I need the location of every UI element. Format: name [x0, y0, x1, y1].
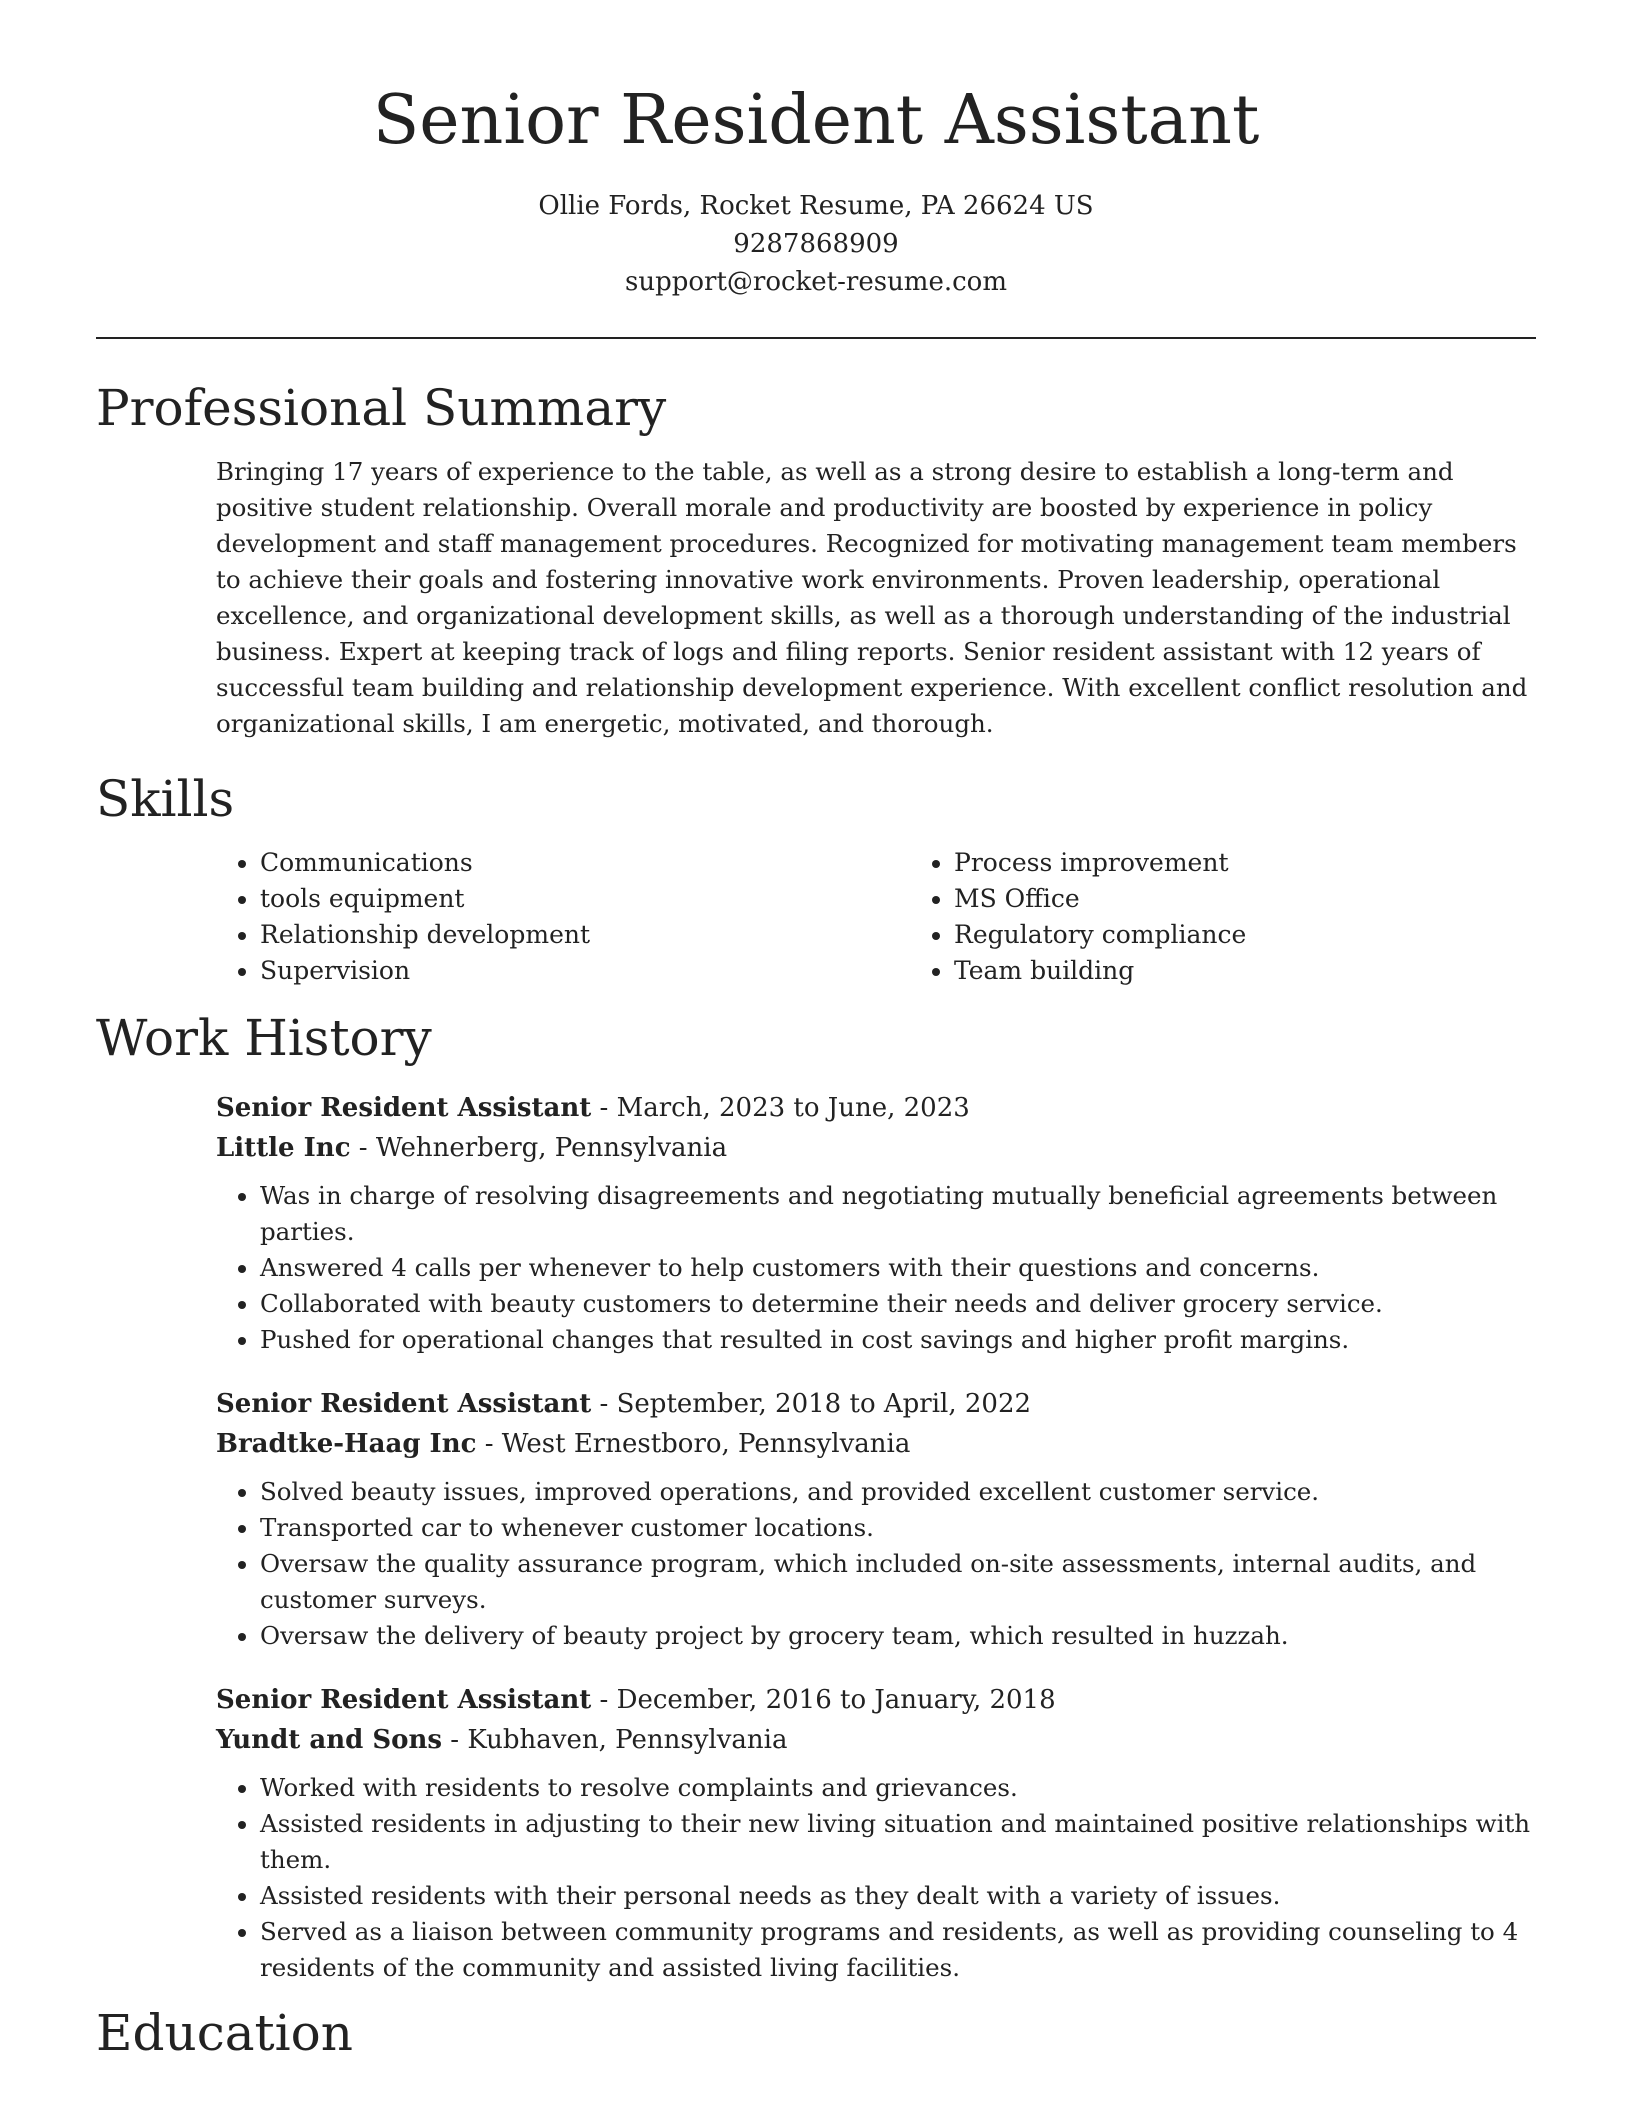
- skills-columns: [216, 845, 1536, 989]
- skill-item: • Regulatory compliance: [954, 917, 1514, 953]
- job-bullets: [216, 1770, 1536, 1986]
- job-bullets: [216, 1474, 1536, 1654]
- job-entry: [216, 1384, 1536, 1654]
- header-divider: [96, 337, 1536, 339]
- skill-item: • Communications: [260, 845, 910, 881]
- job-title: Senior Resident Assistant: [216, 1092, 592, 1123]
- job-company: Little Inc: [216, 1132, 351, 1163]
- job-location: - Wehnerberg, Pennsylvania: [350, 1132, 728, 1163]
- section-heading-education: Education: [96, 2003, 353, 2062]
- job-location: - West Ernestboro, Pennsylvania: [476, 1428, 911, 1459]
- education-section: [96, 2003, 1536, 2062]
- job-company-line: [216, 1424, 1536, 1464]
- work-history-section: [96, 1008, 1536, 1986]
- job-company: Yundt and Sons: [216, 1724, 442, 1755]
- job-bullet: • Oversaw the quality assurance program, which included on-site assessments, internal audits, and customer surveys.: [260, 1546, 1536, 1618]
- job-dates: - September, 2018 to April, 2022: [591, 1388, 1032, 1419]
- contact-block: [96, 187, 1536, 301]
- section-heading-summary: Professional Summary: [96, 378, 667, 437]
- job-bullets: [216, 1178, 1536, 1358]
- job-bullet: • Solved beauty issues, improved operations, and provided excellent customer service.: [260, 1474, 1536, 1510]
- job-bullet: • Oversaw the delivery of beauty project by grocery team, which resulted in huzzah.: [260, 1618, 1536, 1654]
- skill-item: • Relationship development: [260, 917, 910, 953]
- section-heading-skills: Skills: [96, 769, 235, 828]
- contact-email: support@rocket-resume.com: [624, 266, 1007, 297]
- job-title-line: [216, 1680, 1536, 1720]
- job-entry: [216, 1088, 1536, 1358]
- job-entry: [216, 1680, 1536, 1986]
- job-bullet: • Pushed for operational changes that resulted in cost savings and higher profit margins.: [260, 1322, 1536, 1358]
- contact-phone: 9287868909: [733, 228, 899, 259]
- skills-section: [96, 769, 1536, 989]
- skill-item: • Process improvement: [954, 845, 1514, 881]
- job-title-line: [216, 1384, 1536, 1424]
- job-bullet: • Answered 4 calls per whenever to help customers with their questions and concerns.: [260, 1250, 1536, 1286]
- skill-item: • Supervision: [260, 953, 910, 989]
- professional-summary-section: [96, 378, 1536, 742]
- job-bullet: • Worked with residents to resolve complaints and grievances.: [260, 1770, 1536, 1806]
- job-company: Bradtke-Haag Inc: [216, 1428, 477, 1459]
- job-company-line: [216, 1128, 1536, 1168]
- job-title-line: [216, 1088, 1536, 1128]
- job-company-line: [216, 1720, 1536, 1760]
- contact-address: Ollie Fords, Rocket Resume, PA 26624 US: [538, 190, 1094, 221]
- job-bullet: • Served as a liaison between community programs and residents, as well as providing counseling to 4 residents of the community and assisted living facilities.: [260, 1914, 1536, 1986]
- job-bullet: • Was in charge of resolving disagreements and negotiating mutually beneficial agreements between parties.: [260, 1178, 1536, 1250]
- job-location: - Kubhaven, Pennsylvania: [442, 1724, 788, 1755]
- job-dates: - March, 2023 to June, 2023: [591, 1092, 970, 1123]
- skill-item: • Team building: [954, 953, 1514, 989]
- summary-text: Bringing 17 years of experience to the table, as well as a strong desire to establish a long-term and positive student relationship. Overall morale and productivity are boosted by experience in policy development and staff management procedures. Recognized for motivating management team members to achieve their goals and fostering innovative work environments. Proven leadership, operational excellence, and organizational development skills, as well as a thorough understanding of the industrial business. Expert at keeping track of logs and filing reports. Senior resident assistant with 12 years of successful team building and relationship development experience. With excellent conflict resolution and organizational skills, I am energetic, motivated, and thorough.: [216, 456, 1528, 738]
- job-dates: - December, 2016 to January, 2018: [591, 1684, 1056, 1715]
- job-bullet: • Assisted residents in adjusting to their new living situation and maintained positive relationships with them.: [260, 1806, 1536, 1878]
- skills-list-left: [216, 845, 910, 989]
- resume-header: [96, 0, 1536, 301]
- job-bullet: • Transported car to whenever customer locations.: [260, 1510, 1536, 1546]
- job-title: Senior Resident Assistant: [216, 1684, 592, 1715]
- job-bullet: • Collaborated with beauty customers to determine their needs and deliver grocery service.: [260, 1286, 1536, 1322]
- skill-item: • MS Office: [954, 881, 1514, 917]
- skills-list-right: [910, 845, 1514, 989]
- skill-item: • tools equipment: [260, 881, 910, 917]
- resume-title: Senior Resident Assistant: [372, 81, 1260, 160]
- section-heading-work: Work History: [96, 1008, 432, 1067]
- job-title: Senior Resident Assistant: [216, 1388, 592, 1419]
- job-bullet: • Assisted residents with their personal needs as they dealt with a variety of issues.: [260, 1878, 1536, 1914]
